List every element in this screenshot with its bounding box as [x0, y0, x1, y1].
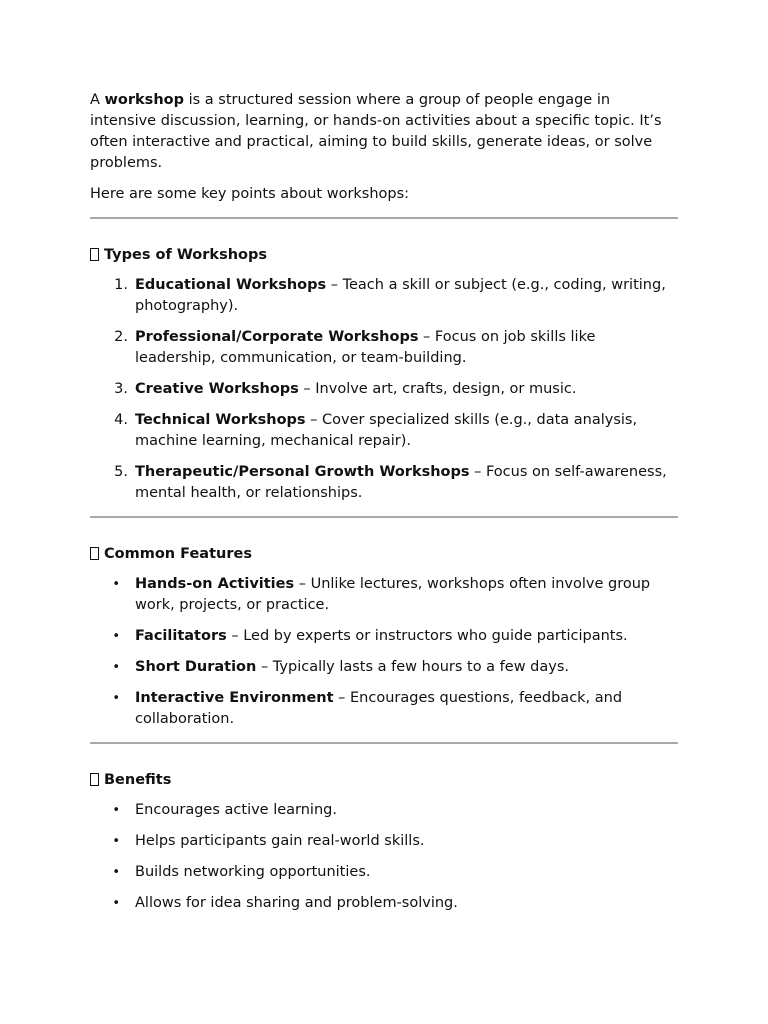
- list-item: [90, 574, 678, 616]
- list-item: [90, 410, 678, 452]
- divider: [90, 742, 678, 744]
- types-list: [90, 275, 678, 504]
- list-item: [90, 862, 678, 883]
- item-term: Professional/Corporate Workshops: [135, 329, 419, 345]
- item-term: Short Duration: [135, 659, 257, 675]
- section-heading-types: [90, 245, 678, 266]
- divider: [90, 516, 678, 518]
- benefits-list: [90, 800, 678, 914]
- list-item: [90, 800, 678, 821]
- list-marker: 5.: [114, 464, 128, 480]
- missing-glyph-icon: [90, 547, 99, 560]
- item-text: Allows for idea sharing and problem-solving.: [135, 895, 458, 911]
- list-item: [90, 462, 678, 504]
- missing-glyph-icon: [90, 248, 99, 261]
- list-item: [90, 626, 678, 647]
- bullet-icon: •: [112, 803, 120, 818]
- bullet-icon: •: [112, 660, 120, 675]
- bullet-icon: •: [112, 865, 120, 880]
- list-item: [90, 657, 678, 678]
- item-desc: – Involve art, crafts, design, or music.: [298, 381, 577, 397]
- item-desc: – Cover specialized skills (e.g., data analysis, machine learning, mechanical repair).: [135, 412, 638, 449]
- intro-keyword: workshop: [104, 92, 184, 108]
- bullet-icon: •: [112, 691, 120, 706]
- features-list: [90, 574, 678, 730]
- list-item: [90, 327, 678, 369]
- intro-rest: is a structured session where a group of people engage in intensive discussion, learning, or hands-on activities about a specific topic. It’s often interactive and practical, aiming to build skills, generate ideas, or solve problems.: [90, 92, 662, 171]
- list-item: [90, 379, 678, 400]
- item-desc: – Focus on job skills like leadership, communication, or team-building.: [135, 329, 596, 366]
- bullet-icon: •: [112, 834, 120, 849]
- list-marker: 1.: [114, 277, 128, 293]
- item-text: Encourages active learning.: [135, 802, 337, 818]
- bullet-icon: •: [112, 577, 120, 592]
- item-desc: – Encourages questions, feedback, and collaboration.: [135, 690, 623, 727]
- list-marker: 3.: [114, 381, 128, 397]
- section-title: Benefits: [104, 772, 172, 788]
- list-marker: 2.: [114, 329, 128, 345]
- section-title: Types of Workshops: [104, 247, 267, 263]
- section-heading-benefits: [90, 770, 678, 791]
- divider: [90, 217, 678, 219]
- item-desc: – Teach a skill or subject (e.g., coding, writing, photography).: [135, 277, 666, 314]
- list-item: [90, 688, 678, 730]
- list-item: [90, 893, 678, 914]
- item-desc: – Unlike lectures, workshops often involve group work, projects, or practice.: [135, 576, 651, 613]
- item-desc: – Typically lasts a few hours to a few days.: [256, 659, 569, 675]
- item-text: Helps participants gain real-world skills.: [135, 833, 425, 849]
- item-term: Creative Workshops: [135, 381, 299, 397]
- key-points-line: Here are some key points about workshops:: [90, 186, 410, 202]
- item-term: Hands-on Activities: [135, 576, 295, 592]
- bullet-icon: •: [112, 629, 120, 644]
- item-term: Technical Workshops: [135, 412, 306, 428]
- bullet-icon: •: [112, 896, 120, 911]
- list-item: [90, 275, 678, 317]
- item-term: Interactive Environment: [135, 690, 334, 706]
- item-term: Educational Workshops: [135, 277, 327, 293]
- item-term: Therapeutic/Personal Growth Workshops: [135, 464, 470, 480]
- item-desc: – Focus on self-awareness, mental health, or relationships.: [135, 464, 667, 501]
- item-term: Facilitators: [135, 628, 227, 644]
- section-title: Common Features: [104, 546, 252, 562]
- intro-paragraph: [90, 90, 678, 174]
- item-desc: – Led by experts or instructors who guide participants.: [226, 628, 628, 644]
- intro-lead: A: [90, 92, 105, 108]
- section-heading-features: [90, 544, 678, 565]
- list-marker: 4.: [114, 412, 128, 428]
- item-text: Builds networking opportunities.: [135, 864, 371, 880]
- list-item: [90, 831, 678, 852]
- missing-glyph-icon: [90, 773, 99, 786]
